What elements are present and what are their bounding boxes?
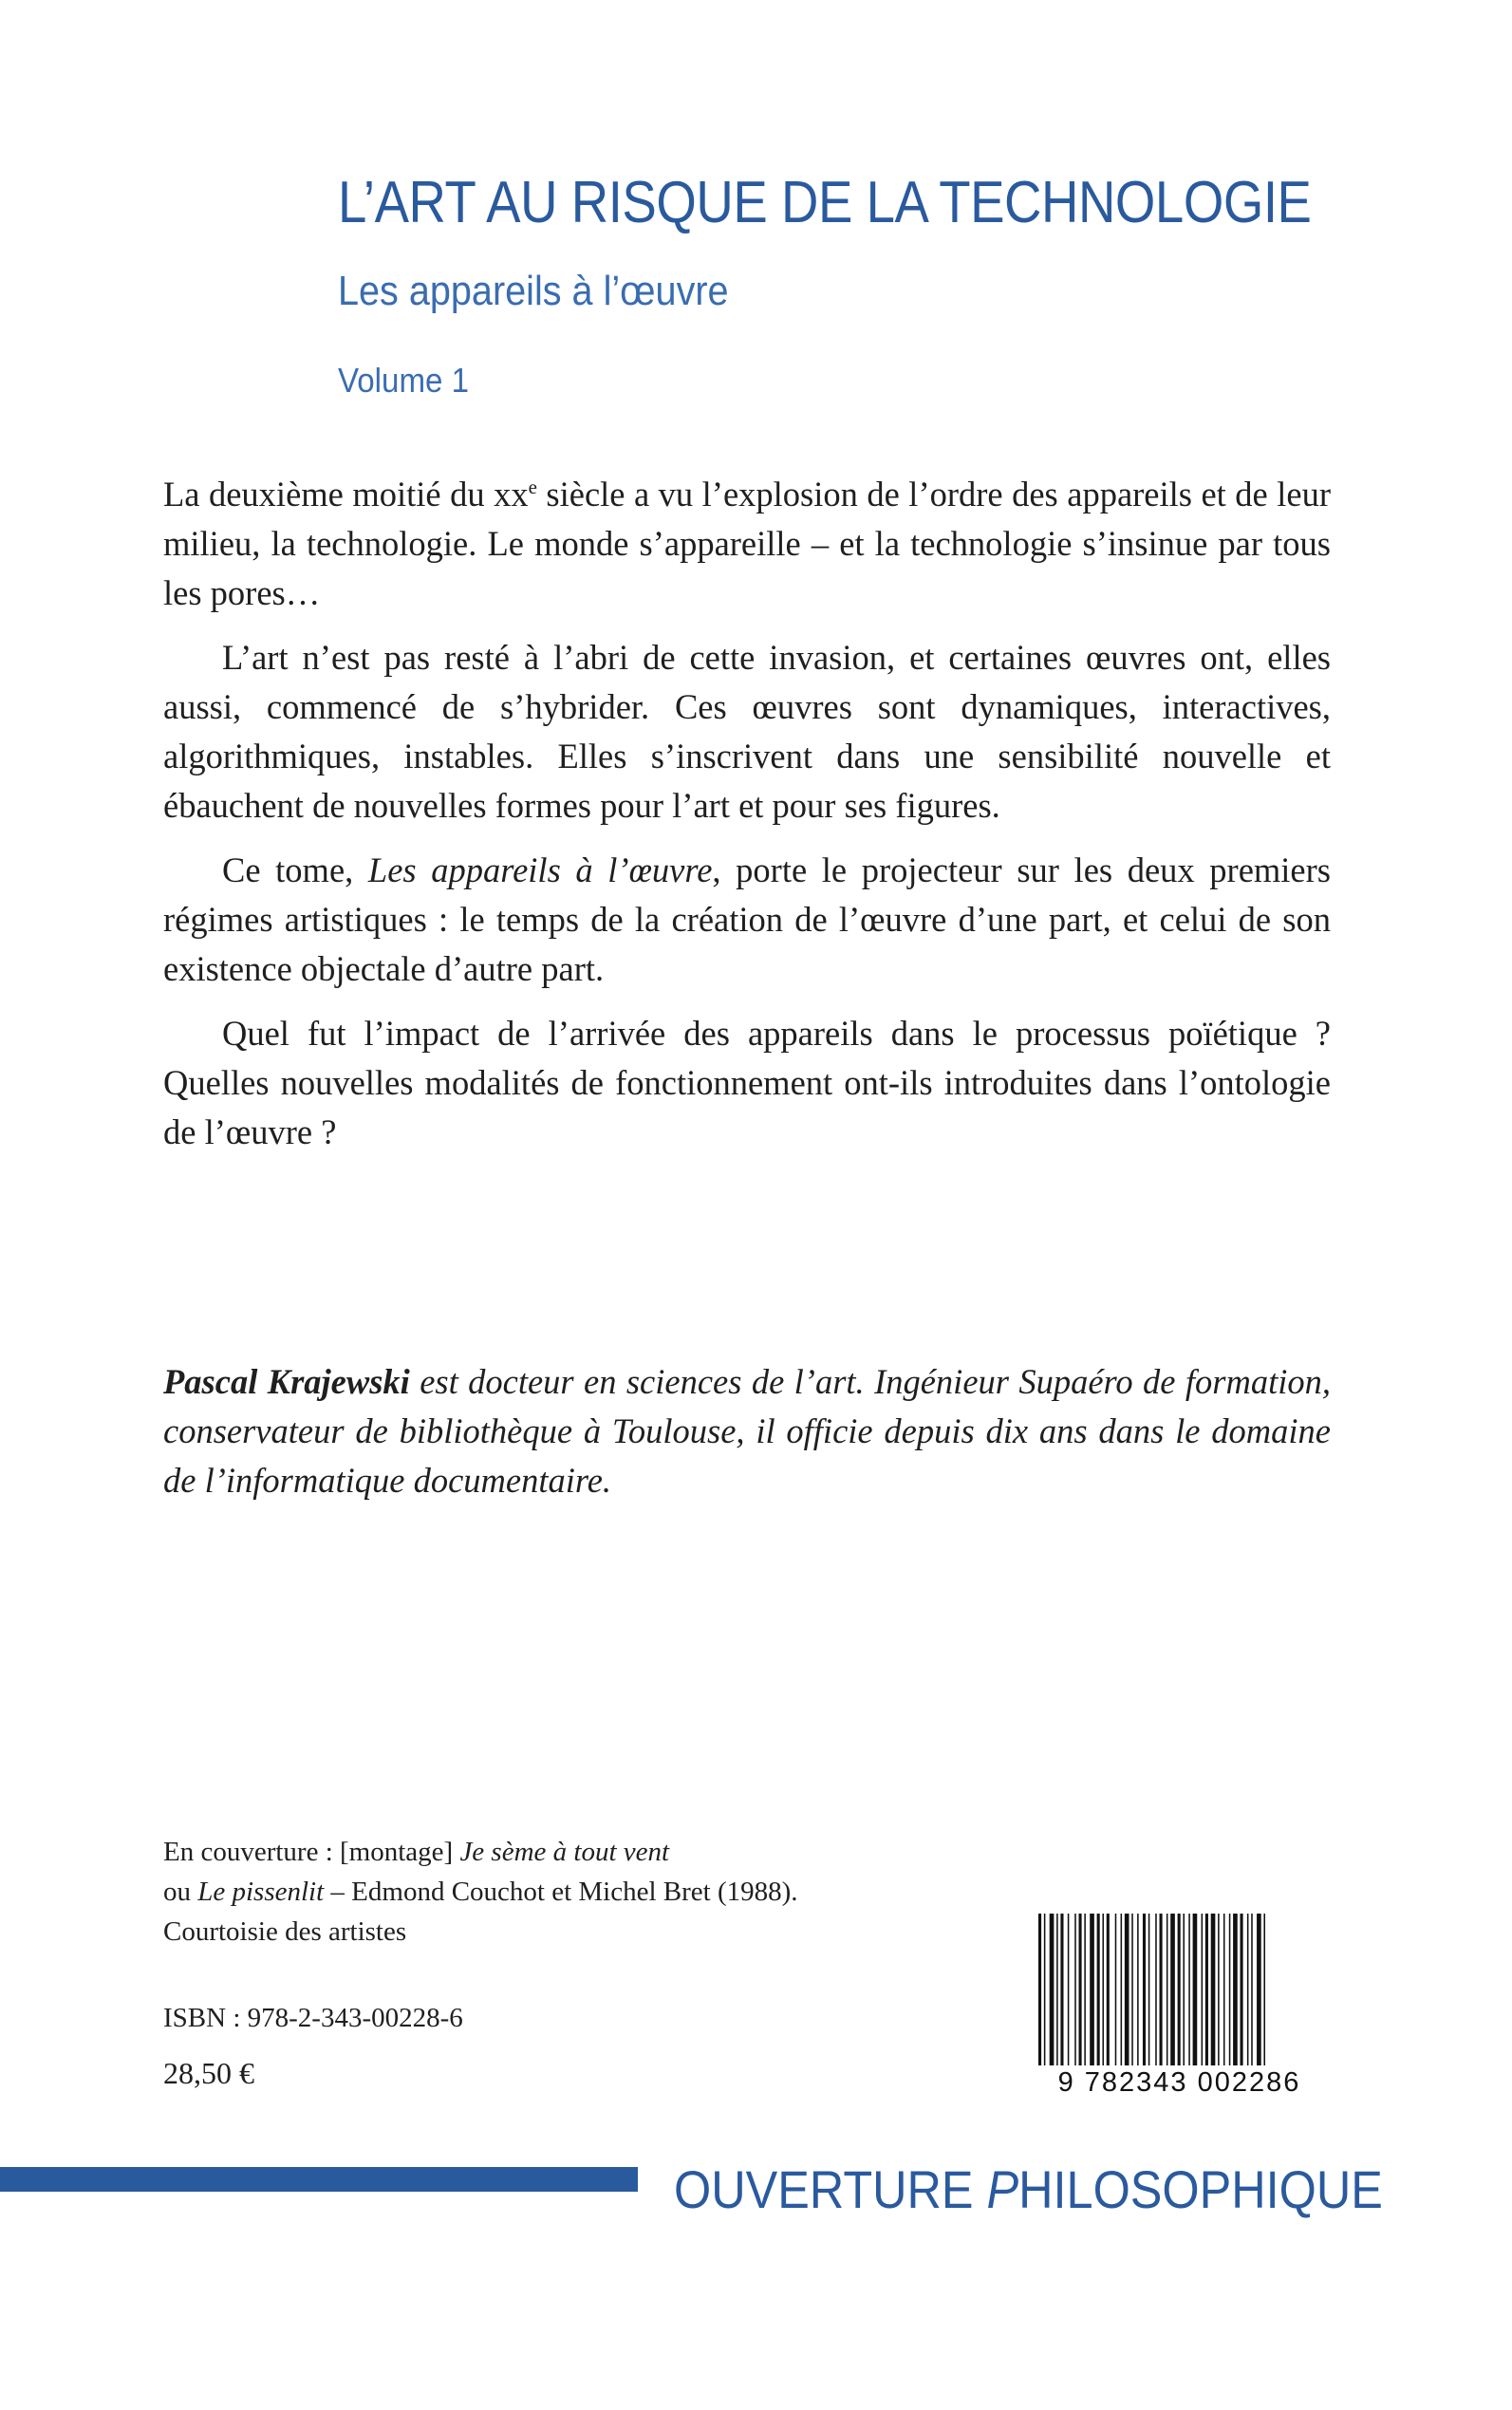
blurb-paragraph-1 [163, 470, 1331, 618]
blurb-p3-rest: , porte le projecteur sur les deux premiers régimes artistiques : le temps de la création de l’œuvre d’une part, et celui de son existence objectale d’autre part. [163, 850, 1331, 988]
blurb-paragraph-4: Quel fut l’impact de l’arrivée des appareils dans le processus poïétique ? Quelles nouvelles modalités de fonctionnement ont-ils introduites dans l’ontologie de l’œuvre ? [163, 1014, 1331, 1151]
credits-courtesy: Courtoisie des artistes [163, 1916, 407, 1947]
blurb-p3-book-title: Les appareils à l’œuvre [367, 850, 713, 889]
barcode-bar [1263, 1914, 1265, 2065]
barcode-bar [1183, 1914, 1185, 2065]
isbn: ISBN : 978-2-343-00228-6 [163, 2003, 463, 2033]
series-title [674, 2158, 1383, 2220]
blurb-p3-start: Ce tome, [222, 850, 368, 889]
blurb [163, 470, 1331, 1172]
author-bio [163, 1357, 1331, 1505]
barcode-bar [1218, 1914, 1220, 2065]
price: 28,50 € [163, 2056, 254, 2090]
century-superscript: e [528, 475, 537, 498]
barcode-bar [1056, 1914, 1058, 2065]
barcode-bars [1035, 1914, 1324, 2065]
barcode-bar [1107, 1914, 1110, 2065]
barcode-bar [1125, 1914, 1129, 2065]
barcode-bar [1202, 1914, 1204, 2065]
barcode-bar [1251, 1914, 1253, 2065]
barcode-bar [1148, 1914, 1150, 2065]
barcode-bar [1223, 1914, 1225, 2065]
credits-line1-prefix: En couverture : [montage] [163, 1837, 460, 1867]
book-title: L’ART AU RISQUE DE LA TECHNOLOGIE [338, 170, 1312, 235]
barcode-bar [1121, 1914, 1123, 2065]
barcode-bar [1178, 1914, 1181, 2065]
barcode-bar [1038, 1914, 1041, 2065]
credits-work-alt-title: Le pissenlit [197, 1877, 325, 1907]
series-title-part1: OUVERTURE [674, 2159, 987, 2219]
barcode-bar [1102, 1914, 1104, 2065]
volume-label: Volume 1 [338, 361, 470, 400]
barcode-bar [1247, 1914, 1249, 2065]
blurb-paragraph-2: L’art n’est pas resté à l’abri de cette invasion, et certaines œuvres ont, elles aussi, commencé de s’hybrider. Ces œuvres sont dynamiques, interactives, algorithmiques, instables. Elles s’inscrivent dans une sensibilité nouvelle et ébauchent de nouvelles formes pour l’art et pour ses figures. [163, 638, 1331, 825]
credits-work-title: Je sème à tout vent [459, 1837, 670, 1867]
book-subtitle: Les appareils à l’œuvre [338, 268, 729, 314]
barcode-bar [1241, 1914, 1243, 2065]
series-title-part2: P [986, 2159, 1019, 2219]
cover-credits [163, 1832, 1017, 1952]
barcode-bar [1155, 1914, 1157, 2065]
barcode-bar [1131, 1914, 1133, 2065]
barcode-bar [1137, 1914, 1139, 2065]
series-band [0, 2167, 638, 2192]
barcode-bar [1060, 1914, 1063, 2065]
barcode [1035, 1914, 1324, 2100]
barcode-bar [1097, 1914, 1100, 2065]
barcode-bar [1170, 1914, 1175, 2065]
barcode-bar [1068, 1914, 1070, 2065]
barcode-bar [1079, 1914, 1082, 2065]
barcode-bar [1050, 1914, 1055, 2065]
barcode-bar [1160, 1914, 1163, 2065]
barcode-bar [1257, 1914, 1261, 2065]
credits-artists: – Edmond Couchot et Michel Bret (1988). [324, 1877, 798, 1907]
barcode-bar [1233, 1914, 1238, 2065]
author-name: Pascal Krajewski [163, 1362, 410, 1401]
barcode-bar [1115, 1914, 1117, 2065]
barcode-bar [1167, 1914, 1168, 2065]
barcode-bar [1143, 1914, 1146, 2065]
blurb-paragraph-3 [163, 846, 1331, 994]
series-title-part3: HILOSOPHIQUE [1018, 2159, 1383, 2219]
barcode-bar [1074, 1914, 1076, 2065]
barcode-bar [1084, 1914, 1086, 2065]
barcode-bar [1193, 1914, 1198, 2065]
barcode-digits: 9 782343 002286 [1057, 2067, 1301, 2098]
barcode-bar [1211, 1914, 1216, 2065]
author-bio-text: est docteur en sciences de l’art. Ingénieur Supaéro de formation, conservateur de bibliothèque à Toulouse, il officie depuis dix ans dans le domaine de l’informatique documentaire. [163, 1362, 1331, 1500]
barcode-bar [1205, 1914, 1208, 2065]
credits-line2-prefix: ou [163, 1877, 198, 1907]
barcode-bar [1188, 1914, 1190, 2065]
barcode-bar [1044, 1914, 1046, 2065]
barcode-bar [1229, 1914, 1231, 2065]
blurb-p1-start: La deuxième moitié du xx [163, 475, 529, 514]
blurb-p1-rest: siècle a vu l’explosion de l’ordre des appareils et de leur milieu, la technologie. Le monde s’appareille – et la technologie s’insinue par tous les pores… [163, 475, 1331, 612]
barcode-bar [1090, 1914, 1094, 2065]
